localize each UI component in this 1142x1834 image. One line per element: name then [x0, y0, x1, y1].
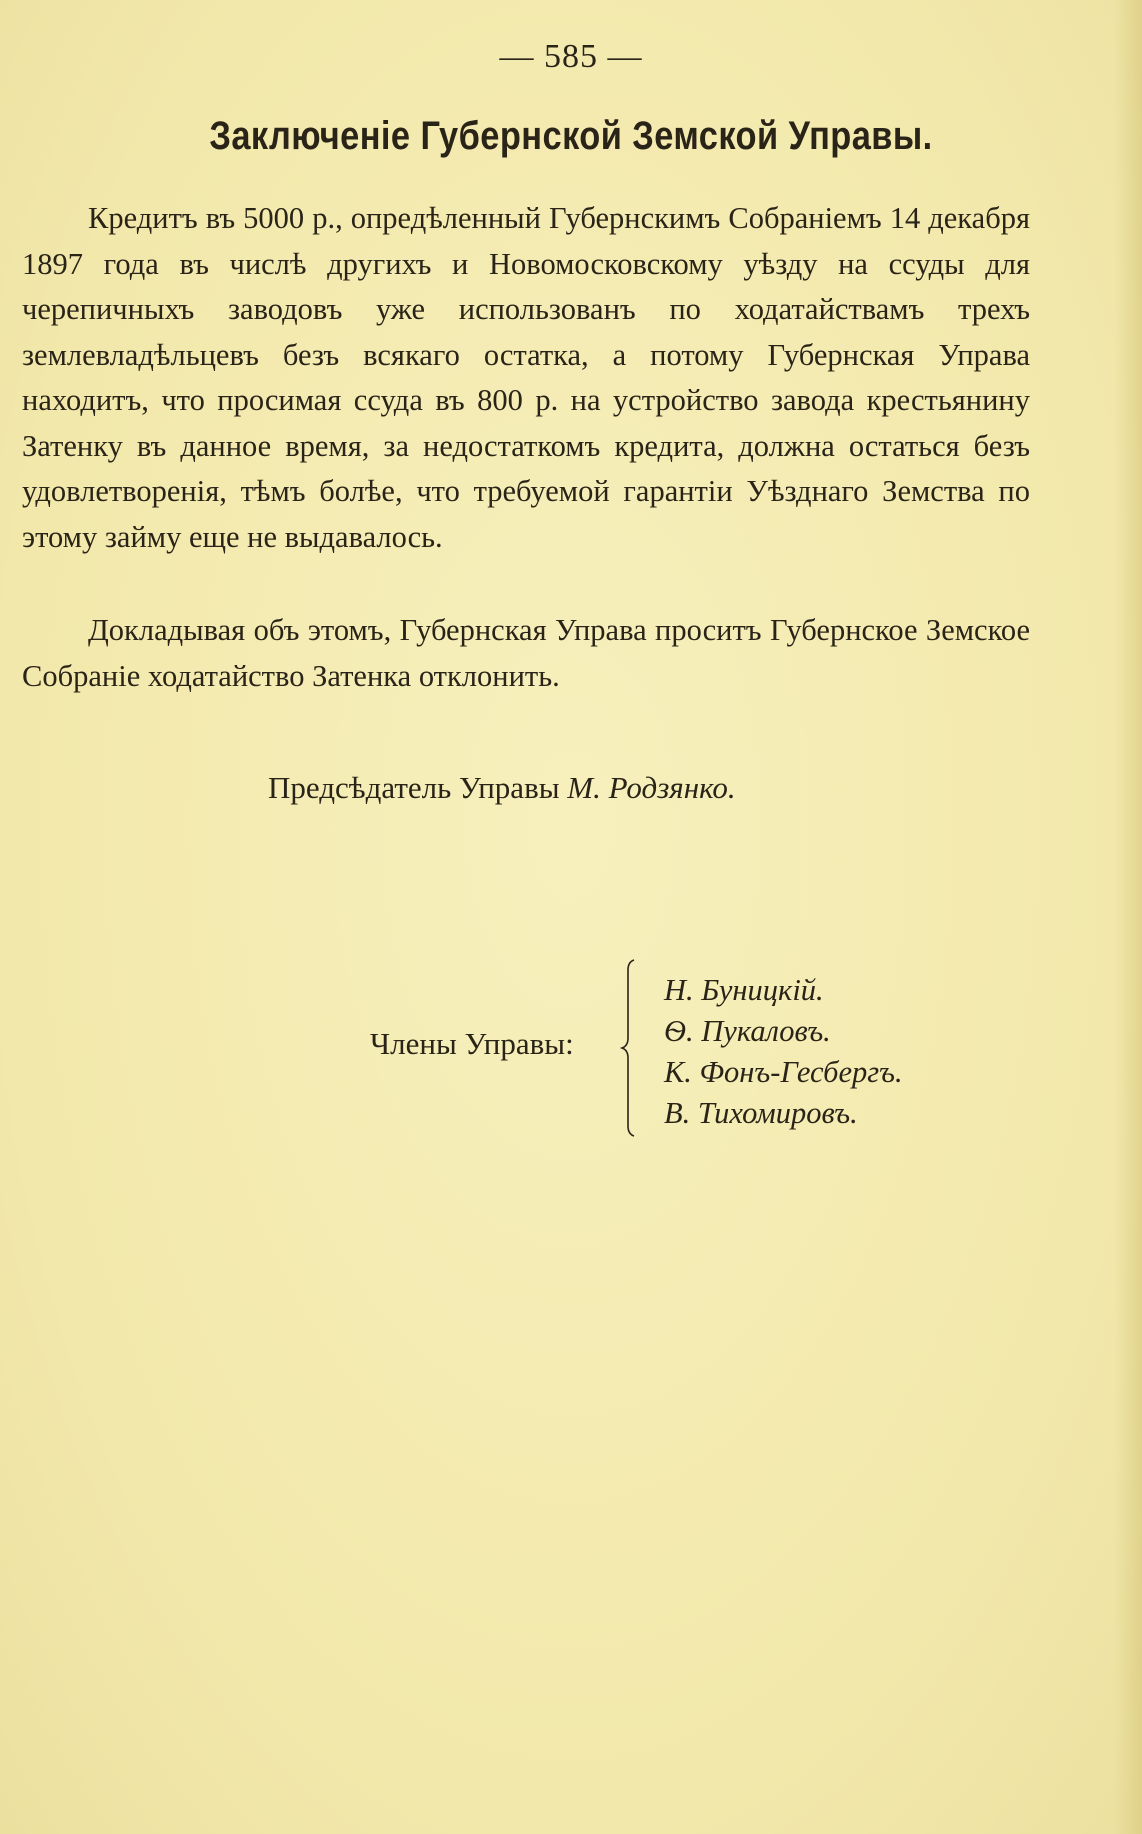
page-edge-shadow — [1114, 0, 1142, 1834]
member-name: Н. Буницкій. — [664, 973, 824, 1007]
members-list — [664, 970, 903, 1134]
chairman-signature — [268, 770, 736, 806]
section-heading: Заключеніе Губернской Земской Управы. — [209, 114, 933, 158]
members-label: Члены Управы: — [370, 1026, 574, 1061]
member-name: В. Тихомировъ. — [664, 1096, 858, 1130]
curly-brace-icon — [620, 958, 640, 1138]
member-name: К. Фонъ-Гесбергъ. — [664, 1055, 903, 1089]
paragraph-request: Докладывая объ этомъ, Губернская Управа проситъ Губернское Земское Собраніе ходатайство Затенка отклонить. — [22, 613, 1030, 693]
page-number: — 585 — — [499, 38, 643, 75]
chairman-label: Предсѣдатель Управы — [268, 770, 560, 805]
chairman-name: М. Родзянко. — [567, 770, 736, 805]
paragraph-credit: Кредитъ въ 5000 р., опредѣленный Губернскимъ Собраніемъ 14 декабря 1897 года въ числѣ другихъ и Новомосковскому уѣзду на ссуды для черепичныхъ заводовъ уже использованъ по ходатайствамъ трехъ землевладѣльцевъ безъ всякаго остатка, а потому Губернская Управа находитъ, что просимая ссуда въ 800 р. на устройство завода крестьянину Затенку въ данное время, за недостаткомъ кредита, должна остаться безъ удовлетворенія, тѣмъ болѣе, что требуемой гарантіи Уѣзднаго Земства по этому займу еще не выдавалось. — [22, 201, 1030, 554]
member-name: Ѳ. Пукаловъ. — [664, 1014, 831, 1048]
